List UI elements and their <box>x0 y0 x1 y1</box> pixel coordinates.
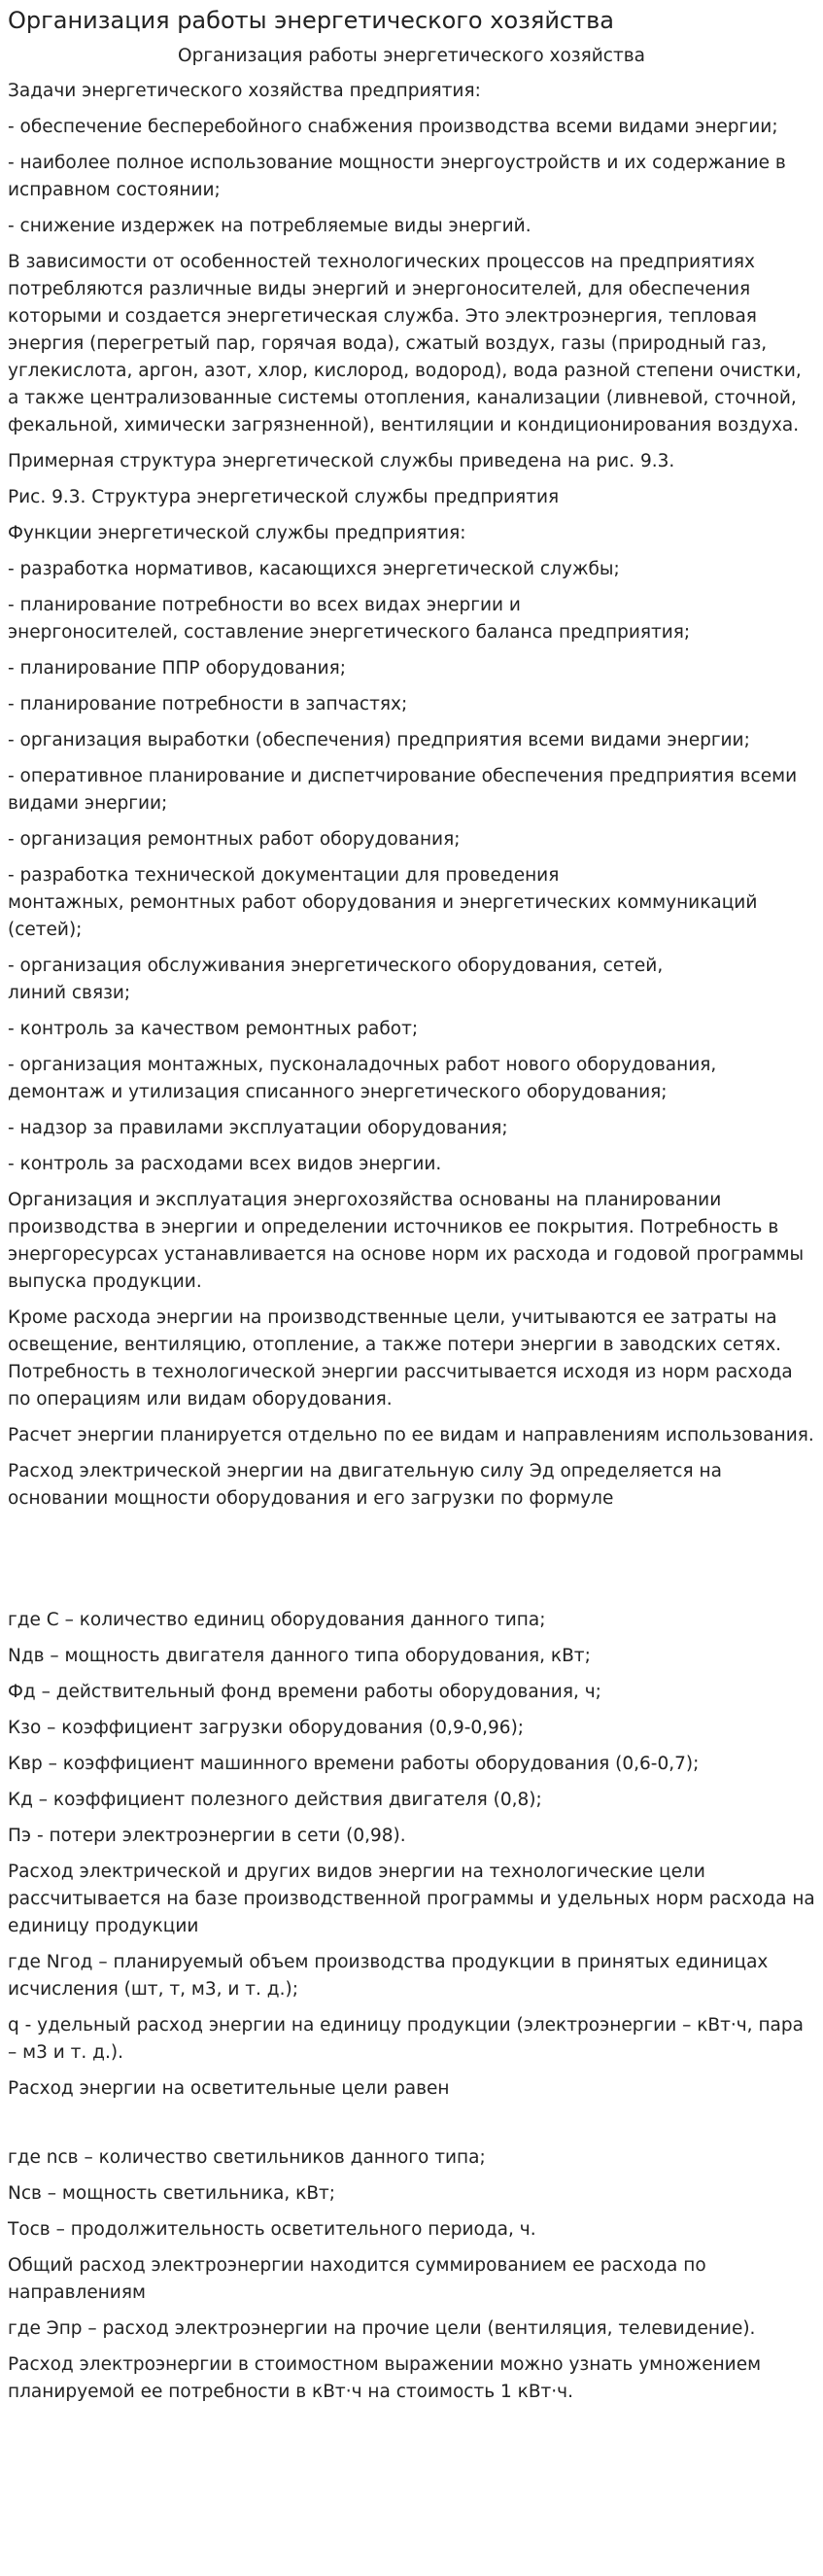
paragraph: Функции энергетической службы предприятия: <box>8 523 466 543</box>
article-subtitle: Организация работы энергетического хозяйства <box>178 46 645 66</box>
paragraph: Расход энергии на осветительные цели равен <box>8 2078 450 2099</box>
list-item: - разработка технической документации для проведения монтажных, ремонтных работ оборудования и энергетических коммуникаций (сетей); <box>8 865 758 940</box>
list-item: - организация монтажных, пусконаладочных работ нового оборудования, демонтаж и утилизация списанного энергетического оборудования; <box>8 1055 717 1102</box>
formula-placeholder <box>8 2111 815 2144</box>
paragraph: - снижение издержек на потребляемые виды энергий. <box>8 216 532 236</box>
paragraph: Кд – коэффициент полезного действия двигателя (0,8); <box>8 1790 542 1810</box>
formula-placeholder <box>8 1521 815 1607</box>
paragraph: q - удельный расход энергии на единицу продукции (электроэнергии – кВт·ч, пара – м3 и т. д.). <box>8 2015 804 2063</box>
list-item: - планирование ППР оборудования; <box>8 658 347 679</box>
paragraph: - наиболее полное использование мощности энергоустройств и их содержание в исправном состоянии; <box>8 153 786 200</box>
paragraph: Расход электроэнергии в стоимостном выражении можно узнать умножением планируемой ее потребности в кВт·ч на стоимость 1 кВт·ч. <box>8 2354 762 2402</box>
paragraph: Общий расход электроэнергии находится суммированием ее расхода по направлениям <box>8 2255 706 2303</box>
paragraph: Nсв – мощность светильника, кВт; <box>8 2183 336 2204</box>
list-item: - контроль за качеством ремонтных работ; <box>8 1019 419 1039</box>
list-item: - планирование потребности во всех видах энергии и энергоносителей, составление энергетического баланса предприятия; <box>8 595 691 643</box>
paragraph: Расчет энергии планируется отдельно по ее видам и направлениям использования. <box>8 1425 814 1445</box>
list-item: - надзор за правилами эксплуатации оборудования; <box>8 1118 508 1138</box>
paragraph: Расход электрической и других видов энергии на технологические цели рассчитывается на базе производственной программы и удельных норм расхода на единицу продукции <box>8 1862 815 1936</box>
paragraph: - обеспечение бесперебойного снабжения производства всеми видами энергии; <box>8 117 778 137</box>
list-item: - организация ремонтных работ оборудования; <box>8 829 461 850</box>
list-item: - контроль за расходами всех видов энергии. <box>8 1154 442 1174</box>
figure-caption: Рис. 9.3. Структура энергетической службы предприятия <box>8 487 560 507</box>
paragraph: Тосв – продолжительность осветительного периода, ч. <box>8 2219 536 2240</box>
paragraph: Пэ - потери электроэнергии в сети (0,98). <box>8 1826 406 1846</box>
paragraph: где Эпр – расход электроэнергии на прочие цели (вентиляция, телевидение). <box>8 2318 756 2339</box>
paragraph: Примерная структура энергетической службы приведена на рис. 9.3. <box>8 451 675 471</box>
paragraph: где Nгод – планируемый объем производства продукции в принятых единицах исчисления (шт, т, м3, и т. д.); <box>8 1952 769 2000</box>
page-title: Организация работы энергетического хозяйства <box>8 7 614 34</box>
paragraph: В зависимости от особенностей технологических процессов на предприятиях потребляются различные виды энергий и энергоносителей, для обеспечения которыми и создается энергетическая служба. Это электроэнергия, тепловая энергия (перегретый пар, горячая вода), сжатый воздух, газы (природный газ, углекислота, аргон, азот, хлор, кислород, водород), вода разной степени очистки, а также централизованные системы отопления, канализации (ливневой, сточной, фекальной, химически загрязненной), вентиляции и кондиционирования воздуха. <box>8 252 802 435</box>
list-item: - организация выработки (обеспечения) предприятия всеми видами энергии; <box>8 730 750 750</box>
text-block-intro <box>8 78 815 1513</box>
list-item: - разработка нормативов, касающихся энергетической службы; <box>8 559 620 579</box>
paragraph: Квр – коэффициент машинного времени работы оборудования (0,6-0,7); <box>8 1754 700 1774</box>
paragraph: Кроме расхода энергии на производственные цели, учитываются ее затраты на освещение, вентиляцию, отопление, а также потери энергии в заводских сетях. Потребность в технологической энергии рассчитывается исходя из норм расхода по операциям или видам оборудования. <box>8 1307 793 1410</box>
paragraph: Кзо – коэффициент загрузки оборудования (0,9-0,96); <box>8 1718 525 1738</box>
paragraph: Организация и эксплуатация энергохозяйства основаны на планировании производства в энергии и определении источников ее покрытия. Потребность в энергоресурсах устанавливается на основе норм их расхода и годовой программы выпуска продукции. <box>8 1190 805 1292</box>
paragraph: Задачи энергетического хозяйства предприятия: <box>8 81 481 101</box>
list-item: - планирование потребности в запчастях; <box>8 694 408 714</box>
paragraph: Расход электрической энергии на двигательную силу Эд определяется на основании мощности оборудования и его загрузки по формуле <box>8 1461 722 1509</box>
text-block-lighting <box>8 2144 815 2406</box>
list-item: - организация обслуживания энергетического оборудования, сетей, линий связи; <box>8 956 664 1003</box>
paragraph: где nсв – количество светильников данного типа; <box>8 2147 486 2168</box>
text-block-formulas <box>8 1607 815 2103</box>
list-item: - оперативное планирование и диспетчирование обеспечения предприятия всеми видами энергии; <box>8 766 798 814</box>
paragraph: где С – количество единиц оборудования данного типа; <box>8 1610 546 1630</box>
paragraph: Фд – действительный фонд времени работы оборудования, ч; <box>8 1682 601 1702</box>
paragraph: Nдв – мощность двигателя данного типа оборудования, кВт; <box>8 1646 591 1666</box>
